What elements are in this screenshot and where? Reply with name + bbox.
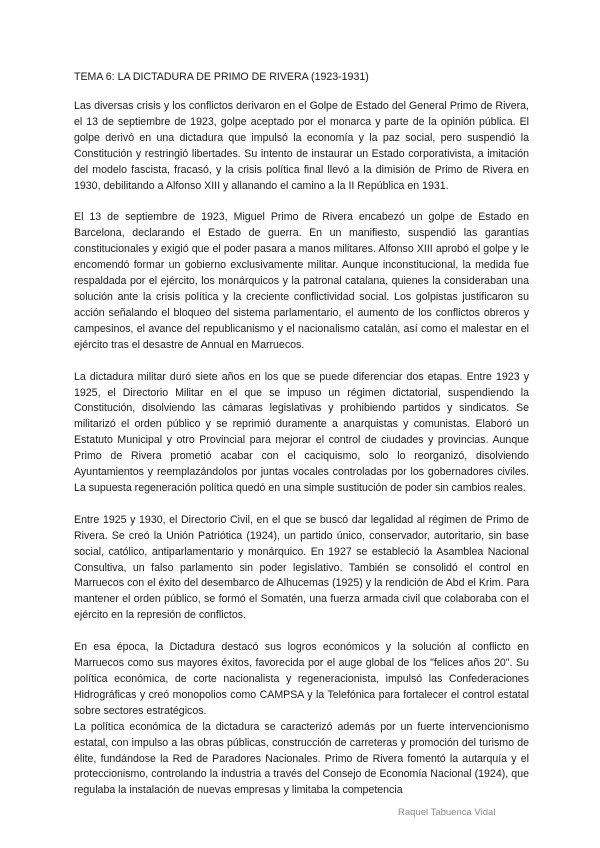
page-title: TEMA 6: LA DICTADURA DE PRIMO DE RIVERA (1923-1931) <box>74 71 369 83</box>
footer-author: Raquel Tabuenca Vidal <box>398 807 496 818</box>
paragraph-economic-policy: La política económica de la dictadura se caracterizó además por un fuerte intervencionismo estatal, con impulso a las obras públicas, construcción de carreteras y promoción del turismo de élite, fundándose la Red de Paradores Nacionales. Primo de Rivera fomentó la autarquía y el proteccionismo, controlando la industria a través del Consejo de Economía Nacional (1924), que regulaba la instalación de nuevas empresas y limitaba la competencia <box>74 720 529 797</box>
paragraph-civil-directory: Entre 1925 y 1930, el Directorio Civil, en el que se buscó dar legalidad al régimen de Primo de Rivera. Se creó la Unión Patriótica (1924), un partido único, conservador, autoritario, sin base social, católico, antiparlamentario y monárquico. En 1927 se estableció la Asamblea Nacional Consultiva, un falso parlamento sin poder legislativo. También se consolidó el control en Marruecos con el éxito del desembarco de Alhucemas (1925) y la rendición de Abd el Krim. Para mantener el orden público, se formó el Somatén, una fuerza armada civil que colaboraba con el ejército en la represión de conflictos. <box>74 513 529 622</box>
paragraph-intro: Las diversas crisis y los conflictos derivaron en el Golpe de Estado del General Primo de Rivera, el 13 de septiembre de 1923, golpe aceptado por el monarca y parte de la opinión pública. El golpe derivó en una dictadura que impulsó la economía y la paz social, pero suspendió la Constitución y restringió libertades. Su intento de instaurar un Estado corporativista, a imitación del modelo fascista, fracasó, y la crisis política final llevó a la dimisión de Primo de Rivera en 1930, debilitando a Alfonso XIII y allanando el camino a la II República en 1931. <box>74 100 529 192</box>
paragraph-military-directory: La dictadura militar duró siete años en los que se puede diferenciar dos etapas. Entre 1923 y 1925, el Directorio Militar en el que se impuso un régimen dictatorial, suspendiendo la Constitución, disolviendo las cámaras legislativas y prohibiendo partidos y sindicatos. Se militarizó el orden público y se reprimió duramente a anarquistas y comunistas. Elaboró un Estatuto Municipal y otro Provincial para mejorar el control de ciudades y provincias. Aunque Primo de Rivera prometió acabar con el caciquismo, solo lo reorganizó, disolviendo Ayuntamientos y reemplazándolos por juntas vocales controladas por los gobernadores civiles. La supuesta regeneración política quedó en una simple sustitución de poder sin cambios reales. <box>74 370 529 494</box>
paragraph-coup: El 13 de septiembre de 1923, Miguel Primo de Rivera encabezó un golpe de Estado en Barcelona, declarando el Estado de guerra. En un manifiesto, suspendió las garantías constitucionales y exigió que el poder pasara a manos militares. Alfonso XIII aprobó el golpe y le encomendó formar un gobierno exclusivamente militar. Aunque inconstitucional, la medida fue respaldada por el ejército, los monárquicos y la patronal catalana, quienes la consideraban una solución ante la crisis política y la creciente conflictividad social. Los golpistas justificaron su acción señalando el bloqueo del sistema parlamentario, el aumento de los conflictos obreros y campesinos, el avance del republicanismo y el nacionalismo catalán, así como el malestar en el ejército tras el desastre de Annual en Marruecos. <box>74 211 529 351</box>
document-body <box>74 70 529 815</box>
paragraph-economy: En esa época, la Dictadura destacó sus logros económicos y la solución al conflicto en Marruecos como sus mayores éxitos, favorecida por el auge global de los "felices años 20". Su política económica, de corte nacionalista y regeneracionista, impulsó las Confederaciones Hidrográficas y creó monopolios como CAMPSA y la Telefónica para fortalecer el control estatal sobre sectores estratégicos. <box>74 641 529 717</box>
